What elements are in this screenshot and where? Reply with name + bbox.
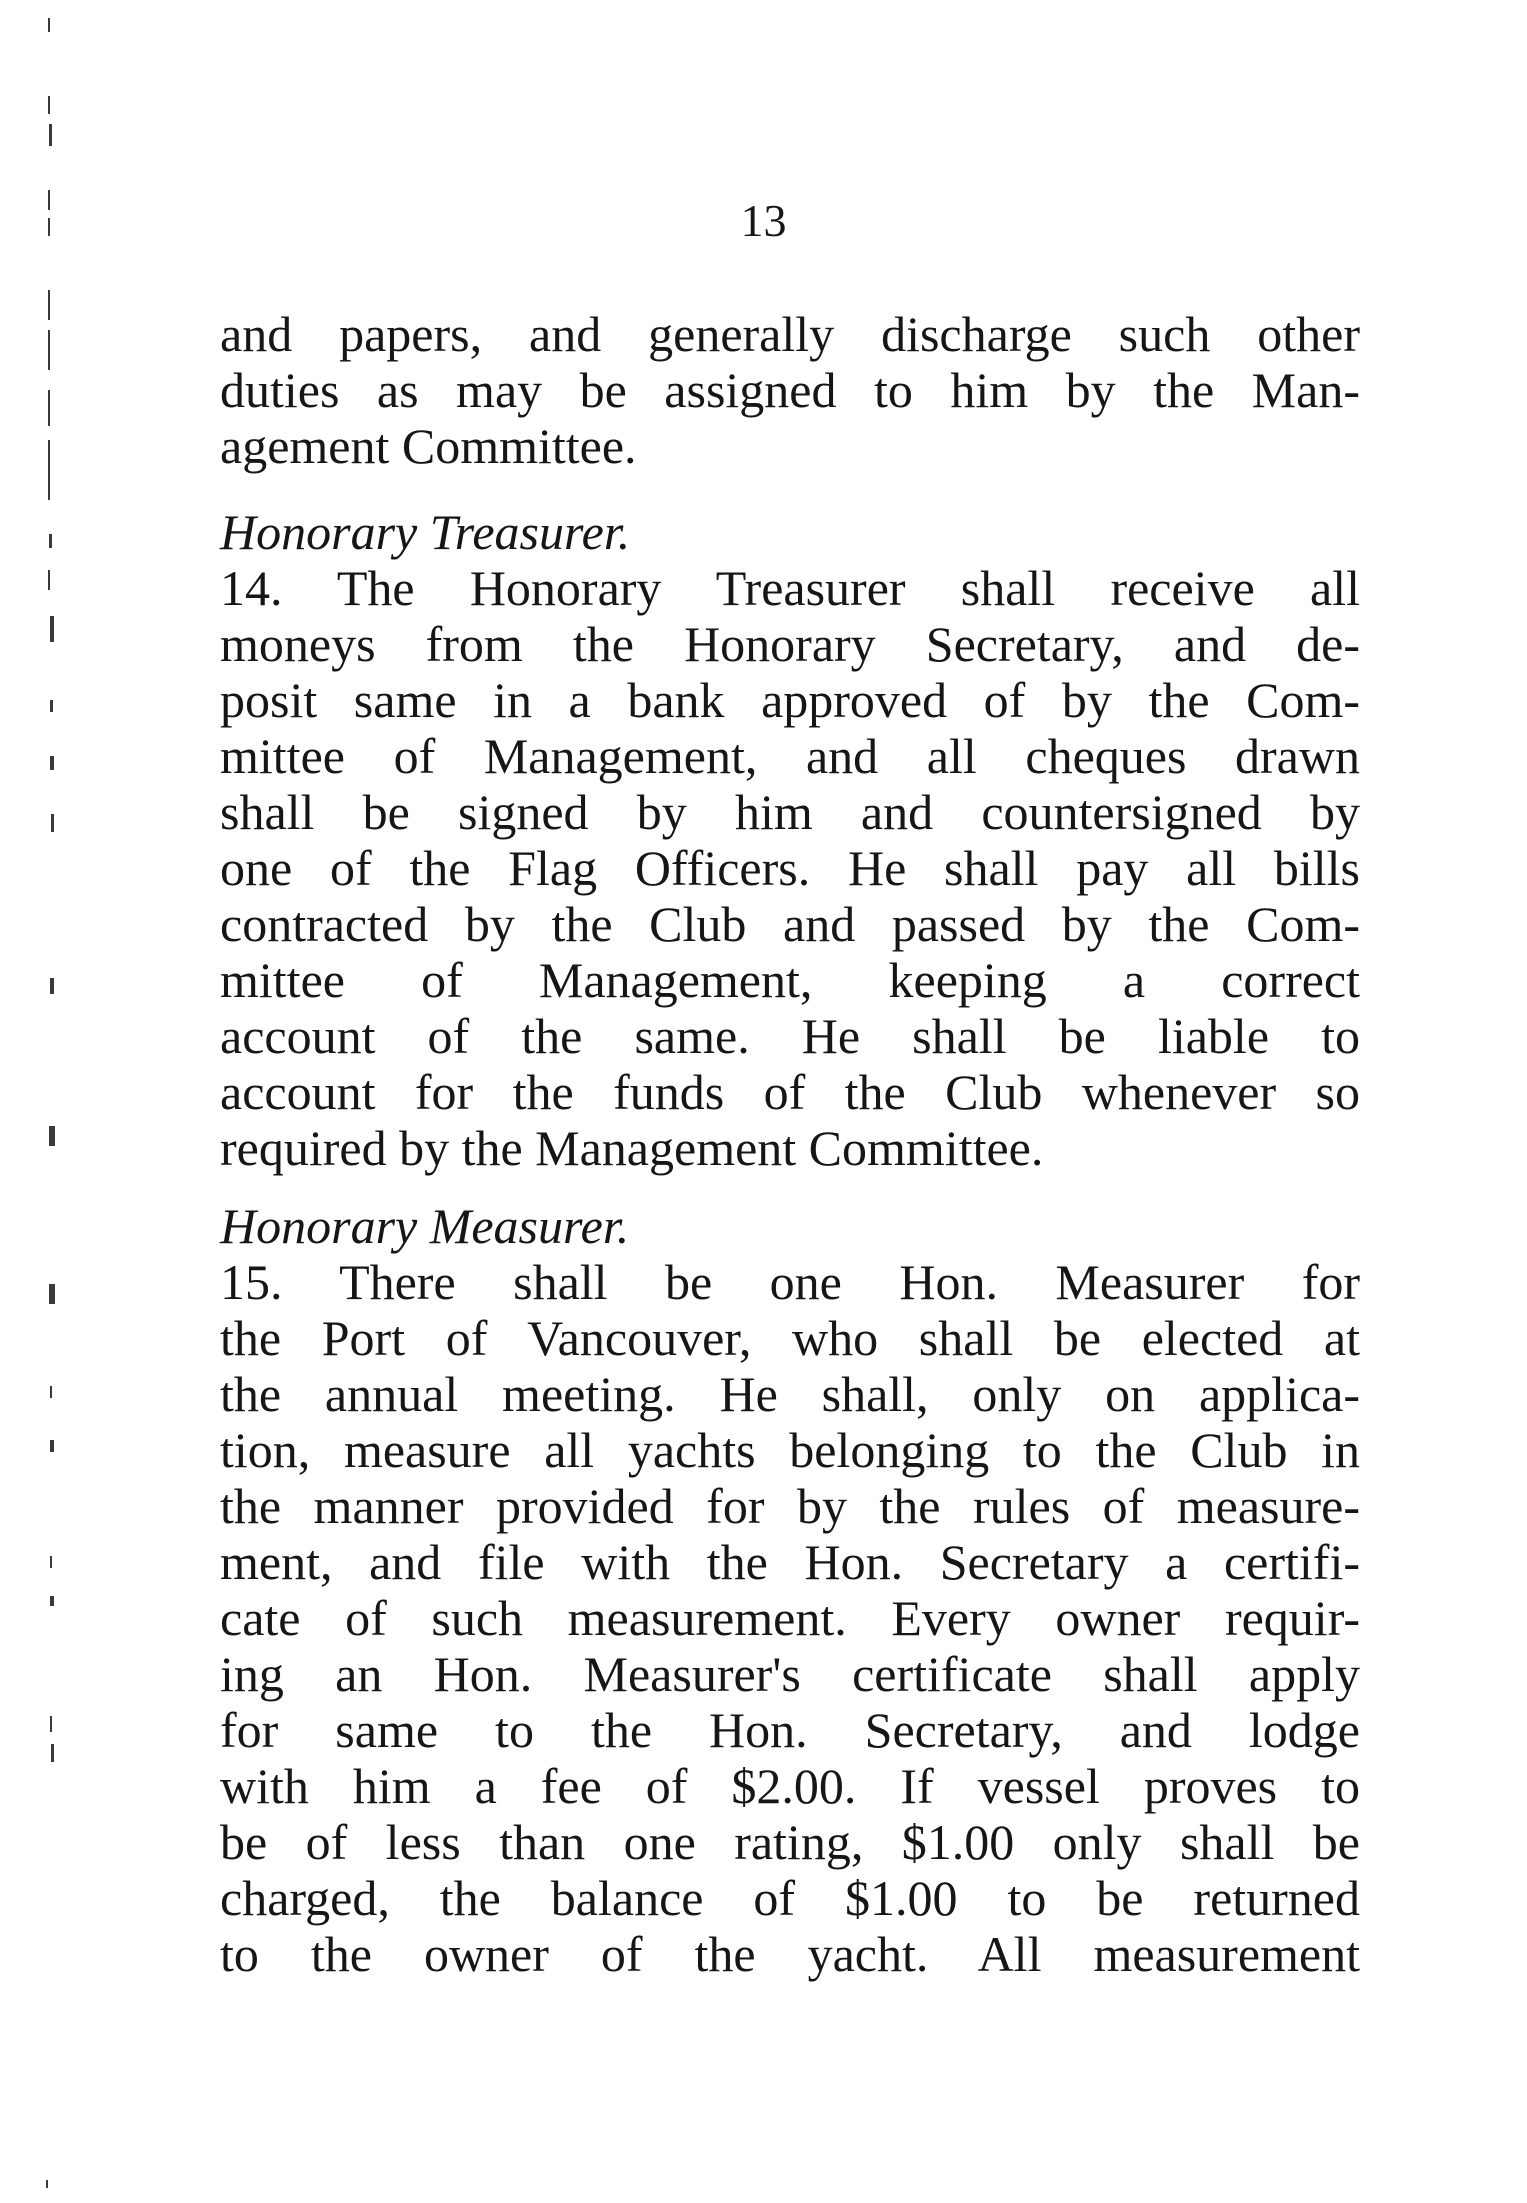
text-line: the annual meeting. He shall, only on applica- (220, 1366, 1360, 1422)
page-number: 13 (740, 195, 787, 246)
text-line: mittee of Management, and all cheques drawn (220, 728, 1360, 784)
text-line: 14. The Honorary Treasurer shall receive all (220, 560, 1360, 616)
scan-margin-marks (0, 0, 80, 2203)
text-line: account of the same. He shall be liable to (220, 1008, 1360, 1064)
text-line: for same to the Hon. Secretary, and lodge (220, 1702, 1360, 1758)
text-line: one of the Flag Officers. He shall pay all bills (220, 840, 1360, 896)
text-line: agement Committee. (220, 418, 637, 474)
text-line: duties as may be assigned to him by the Man- (220, 362, 1360, 418)
treasurer-paragraph (220, 560, 1360, 1176)
measurer-paragraph (220, 1254, 1360, 1982)
intro-paragraph (220, 306, 1360, 474)
text-line: be of less than one rating, $1.00 only shall be (220, 1814, 1360, 1870)
text-line: ing an Hon. Measurer's certificate shall apply (220, 1646, 1360, 1702)
section-heading-treasurer (220, 504, 1360, 560)
text-line: account for the funds of the Club whenever so (220, 1064, 1360, 1120)
text-line: with him a fee of $2.00. If vessel proves to (220, 1758, 1360, 1814)
text-line: ment, and file with the Hon. Secretary a certifi- (220, 1534, 1360, 1590)
text-line: cate of such measurement. Every owner requir- (220, 1590, 1360, 1646)
text-line: and papers, and generally discharge such other (220, 306, 1360, 362)
text-line: required by the Management Committee. (220, 1120, 1044, 1176)
text-line: charged, the balance of $1.00 to be returned (220, 1870, 1360, 1926)
text-line: tion, measure all yachts belonging to the Club in (220, 1422, 1360, 1478)
section-heading: Honorary Treasurer. (220, 504, 631, 560)
section-heading-measurer (220, 1198, 1360, 1254)
text-line: 15. There shall be one Hon. Measurer for (220, 1254, 1360, 1310)
text-line: mittee of Management, keeping a correct (220, 952, 1360, 1008)
text-line: the manner provided for by the rules of measure- (220, 1478, 1360, 1534)
text-line: shall be signed by him and countersigned by (220, 784, 1360, 840)
text-line: contracted by the Club and passed by the Com- (220, 896, 1360, 952)
text-line: the Port of Vancouver, who shall be elected at (220, 1310, 1360, 1366)
text-line: posit same in a bank approved of by the Com- (220, 672, 1360, 728)
text-line: moneys from the Honorary Secretary, and de- (220, 616, 1360, 672)
section-heading: Honorary Measurer. (220, 1198, 630, 1254)
text-line: to the owner of the yacht. All measurement (220, 1926, 1360, 1982)
